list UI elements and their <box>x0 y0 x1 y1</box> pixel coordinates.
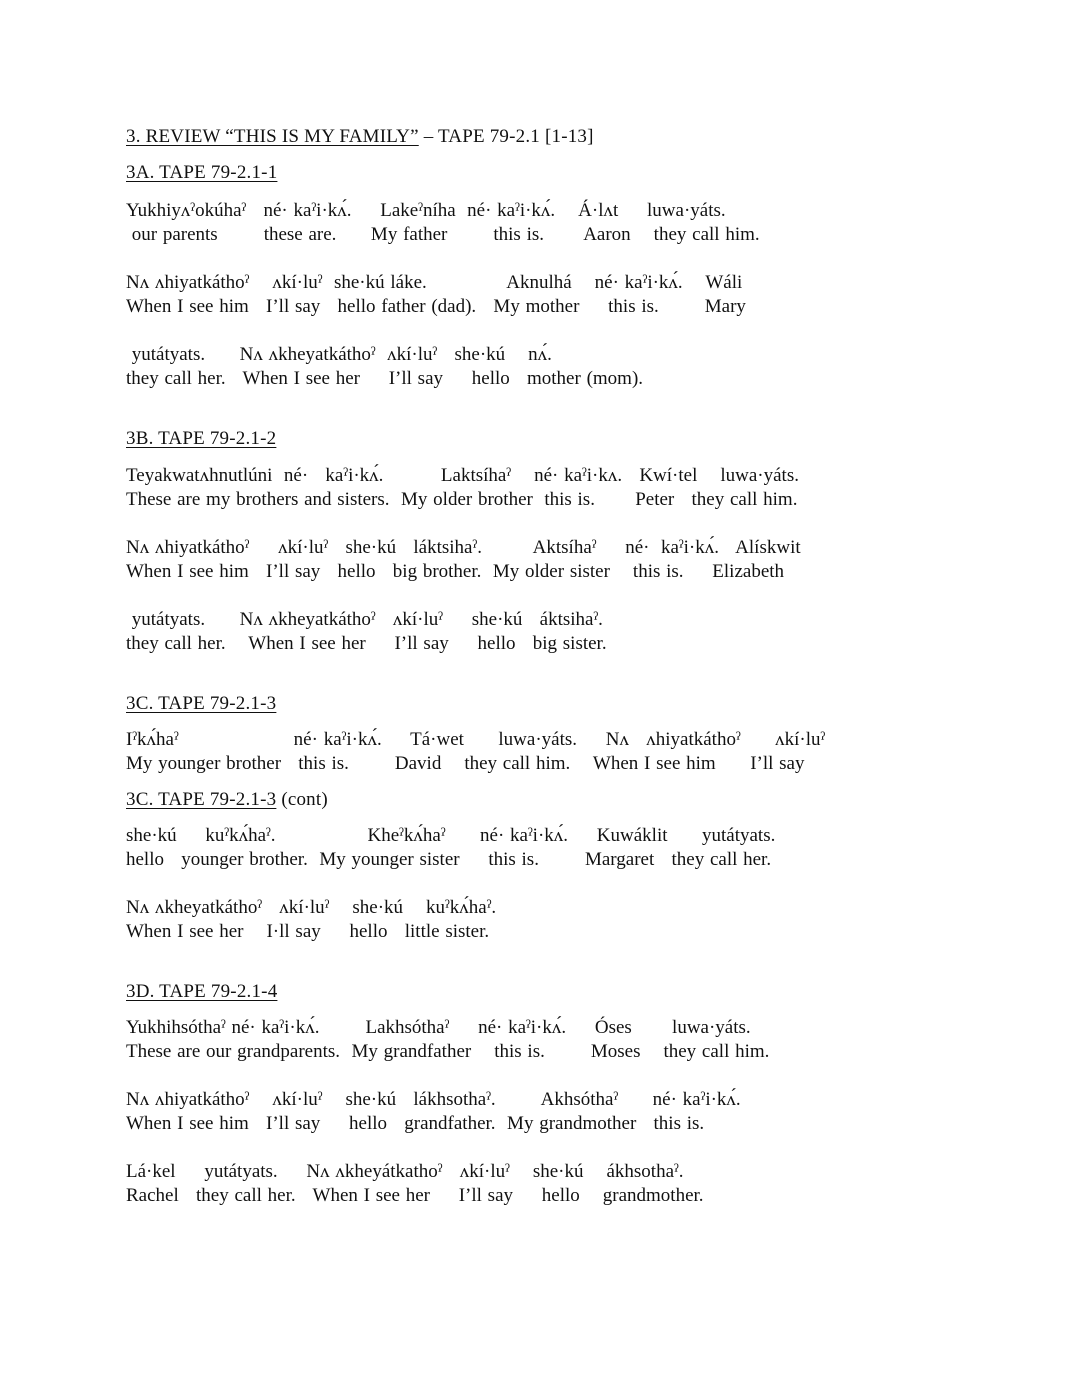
english-line: When I see him I’ll say hello father (dad). My mother this is. Mary <box>126 296 746 317</box>
section-heading-3b: 3B. TAPE 79-2.1-2 <box>126 428 277 449</box>
english-line: These are my brothers and sisters. My older brother this is. Peter they call him. <box>126 489 798 510</box>
english-line: our parents these are. My father this is. Aaron they call him. <box>126 224 760 245</box>
mohawk-line: Teyakwatʌhnutlúni né· kaˀi·kʌ́. Laktsíhaˀ né· kaˀi·kʌ. Kwí·tel luwa·yáts. <box>126 465 799 486</box>
mohawk-line: yutátyats. Nʌ ʌkheyatkáthoˀ ʌkí·luˀ she·kú áktsihaˀ. <box>126 609 603 630</box>
mohawk-line: Yukhiyʌˀokúhaˀ né· kaˀi·kʌ́. Lakeˀníha né· kaˀi·kʌ́. Á·lʌt luwa·yáts. <box>126 200 726 221</box>
english-line: These are our grandparents. My grandfather this is. Moses they call him. <box>126 1041 770 1062</box>
english-line: When I see him I’ll say hello grandfather. My grandmother this is. <box>126 1113 705 1134</box>
section-heading-3d: 3D. TAPE 79-2.1-4 <box>126 981 278 1002</box>
heading-suffix: (cont) <box>276 789 328 810</box>
section-heading-3c-cont <box>126 789 328 811</box>
english-line: hello younger brother. My younger sister this is. Margaret they call her. <box>126 849 772 870</box>
mohawk-line: Nʌ ʌkheyatkáthoˀ ʌkí·luˀ she·kú kuˀkʌ́haˀ. <box>126 897 497 918</box>
document-title <box>126 126 594 148</box>
section-heading-3a: 3A. TAPE 79-2.1-1 <box>126 162 278 183</box>
mohawk-line: she·kú kuˀkʌ́haˀ. Kheˀkʌ́haˀ né· kaˀi·kʌ́. Kuwáklit yutátyats. <box>126 825 776 846</box>
title-underlined: 3. REVIEW “THIS IS MY FAMILY” <box>126 126 419 147</box>
section-heading-3c: 3C. TAPE 79-2.1-3 <box>126 693 277 714</box>
mohawk-line: Lá·kel yutátyats. Nʌ ʌkheyátkathoˀ ʌkí·luˀ she·kú ákhsothaˀ. <box>126 1161 684 1182</box>
mohawk-line: yutátyats. Nʌ ʌkheyatkáthoˀ ʌkí·luˀ she·kú nʌ́. <box>126 344 552 365</box>
mohawk-line: Nʌ ʌhiyatkáthoˀ ʌkí·luˀ she·kú láktsihaˀ. Aktsíhaˀ né· kaˀi·kʌ́. Alískwit <box>126 537 801 558</box>
mohawk-line: Nʌ ʌhiyatkáthoˀ ʌkí·luˀ she·kú lákhsothaˀ. Akhsóthaˀ né· kaˀi·kʌ́. <box>126 1089 741 1110</box>
english-line: When I see her I·ll say hello little sister. <box>126 921 490 942</box>
english-line: When I see him I’ll say hello big brother. My older sister this is. Elizabeth <box>126 561 785 582</box>
mohawk-line: Nʌ ʌhiyatkáthoˀ ʌkí·luˀ she·kú láke. Aknulhá né· kaˀi·kʌ́. Wáli <box>126 272 743 293</box>
heading-underlined: 3C. TAPE 79-2.1-3 <box>126 789 277 810</box>
english-line: they call her. When I see her I’ll say hello mother (mom). <box>126 368 644 389</box>
mohawk-line: Yukhihsóthaˀ né· kaˀi·kʌ́. Lakhsóthaˀ né· kaˀi·kʌ́. Óses luwa·yáts. <box>126 1017 751 1038</box>
title-rest: – TAPE 79-2.1 [1-13] <box>418 126 594 147</box>
english-line: they call her. When I see her I’ll say hello big sister. <box>126 633 607 654</box>
english-line: My younger brother this is. David they call him. When I see him I’ll say <box>126 753 805 774</box>
english-line: Rachel they call her. When I see her I’ll say hello grandmother. <box>126 1185 704 1206</box>
mohawk-line: Iˀkʌ́haˀ né· kaˀi·kʌ́. Tá·wet luwa·yáts. Nʌ ʌhiyatkáthoˀ ʌkí·luˀ <box>126 729 826 750</box>
